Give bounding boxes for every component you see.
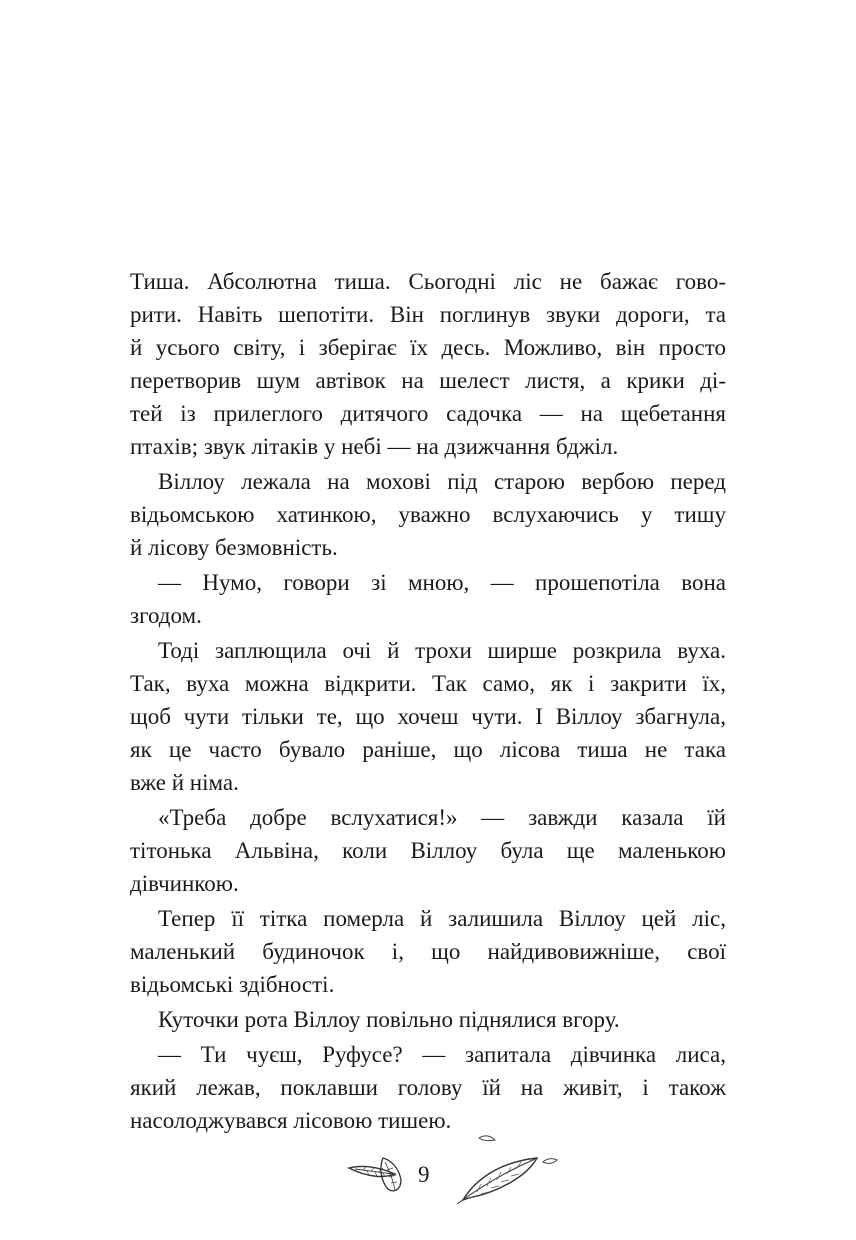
paragraph bbox=[130, 566, 726, 632]
paragraph bbox=[130, 634, 726, 799]
paragraph bbox=[130, 465, 726, 564]
body-text bbox=[130, 265, 726, 1137]
paragraph bbox=[130, 902, 726, 1001]
paragraph bbox=[130, 801, 726, 900]
text-line: маленький будиночок і, що найдивовижніше, свої bbox=[130, 939, 726, 964]
text-line: який лежав, поклавши голову їй на живіт, і також bbox=[130, 1075, 726, 1100]
left-leaf-ornament-icon bbox=[345, 1150, 415, 1200]
text-line: «Треба добре вслухатися!» — завжди казала їй bbox=[158, 805, 726, 830]
text-line: Так, вуха можна відкрити. Так само, як і закрити їх, bbox=[130, 671, 726, 696]
page-number: 9 bbox=[418, 1162, 430, 1187]
text-line: відьомські здібності. bbox=[130, 972, 335, 997]
right-leaf-ornament-icon bbox=[455, 1132, 565, 1208]
text-line: — Ти чуєш, Руфусе? — запитала дівчинка лиса, bbox=[158, 1042, 726, 1067]
paragraph bbox=[130, 1003, 726, 1036]
text-line: вже й німа. bbox=[130, 770, 239, 795]
text-line: Віллоу лежала на мохові під старою вербою перед bbox=[158, 469, 726, 494]
text-line: тей із прилеглого дитячого садочка — на щебетання bbox=[130, 401, 726, 426]
text-line: й усього світу, і зберігає їх десь. Можливо, він просто bbox=[130, 335, 726, 360]
text-line: Тоді заплющила очі й трохи ширше розкрила вуха. bbox=[158, 638, 726, 663]
text-line: Куточки рота Віллоу повільно піднялися вгору. bbox=[158, 1007, 620, 1032]
text-line: Тиша. Абсолютна тиша. Сьогодні ліс не бажає гово- bbox=[130, 269, 726, 294]
text-line: насолоджувався лісовою тишею. bbox=[130, 1108, 452, 1133]
text-line: щоб чути тільки те, що хочеш чути. І Віллоу збагнула, bbox=[130, 704, 726, 729]
text-line: перетворив шум автівок на шелест листя, а крики ді- bbox=[130, 368, 726, 393]
text-line: рити. Навіть шепотіти. Він поглинув звуки дороги, та bbox=[130, 302, 726, 327]
paragraph bbox=[130, 265, 726, 463]
text-line: птахів; звук літаків у небі — на дзижчання бджіл. bbox=[130, 434, 619, 459]
text-line: дівчинкою. bbox=[130, 871, 239, 896]
paragraph bbox=[130, 1038, 726, 1137]
text-line: згодом. bbox=[130, 603, 202, 628]
text-line: як це часто бувало раніше, що лісова тиша не така bbox=[130, 737, 726, 762]
text-line: — Нумо, говори зі мною, — прошепотіла вона bbox=[158, 570, 726, 595]
page-footer bbox=[0, 1130, 856, 1220]
text-line: тітонька Альвіна, коли Віллоу була ще маленькою bbox=[130, 838, 726, 863]
text-line: й лісову безмовність. bbox=[130, 535, 338, 560]
text-line: відьомською хатинкою, уважно вслухаючись у тишу bbox=[130, 502, 726, 527]
text-line: Тепер її тітка померла й залишила Віллоу цей ліс, bbox=[158, 906, 726, 931]
